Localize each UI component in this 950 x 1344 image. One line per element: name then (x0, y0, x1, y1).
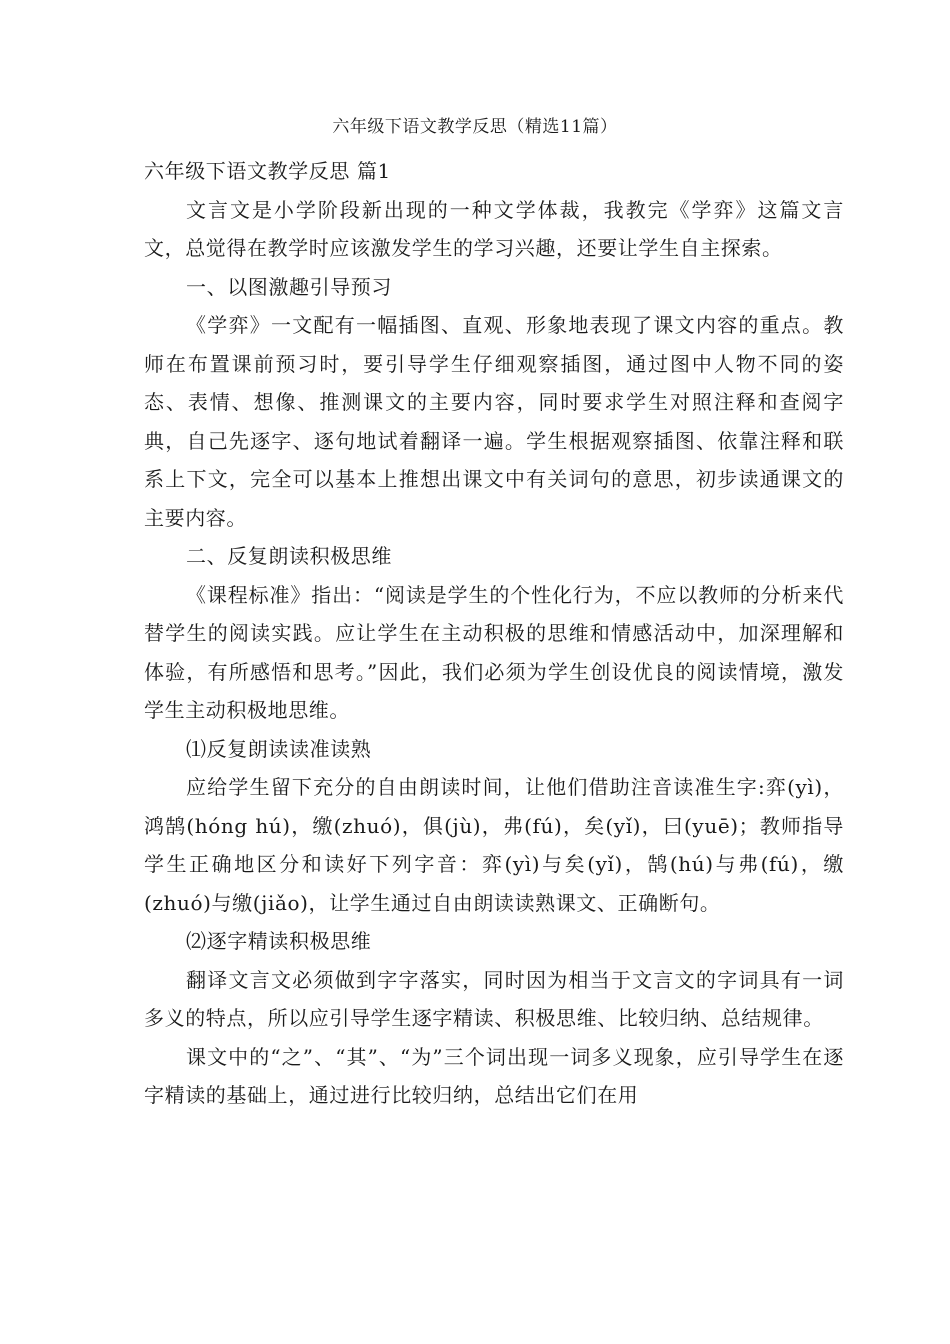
paragraph-curriculum: 《课程标准》指出：“阅读是学生的个性化行为，不应以教师的分析来代替学生的阅读实践。应让学生在主动积极的思维和情感活动中，加深理解和体验，有所感悟和思考。”因此，我们必须为学生创设优良的阅读情境，激发学生主动积极地思维。 (144, 582, 844, 722)
paragraph-pronunciation: 应给学生留下充分的自由朗读时间，让他们借助注音读准生字:弈(yì)，鸿鹄(hóng hú)，缴(zhuó)，俱(jù)，弗(fú)，矣(yǐ)，曰(yuē)；教师指导学生正确地区分和读好下列字音：弈(yì)与矣(yǐ)，鹄(hú)与弗(fú)，缴(zhuó)与缴(jiǎo)，让学生通过自由朗读读熟课文、正确断句。 (144, 775, 844, 915)
paragraph-illustration: 《学弈》一文配有一幅插图、直观、形象地表现了课文内容的重点。教师在布置课前预习时，要引导学生仔细观察插图，通过图中人物不同的姿态、表情、想像、推测课文的主要内容，同时要求学生对照注释和查阅字典，自己先逐字、逐句地试着翻译一遍。学生根据观察插图、依靠注释和联系上下文，完全可以基本上推想出课文中有关词句的意思，初步读通课文的主要内容。 (144, 313, 844, 530)
subheading-2-1: ⑴反复朗读读准读熟 (186, 736, 372, 761)
document-body (144, 152, 844, 1115)
subheading-1: 一、以图激趣引导预习 (186, 274, 392, 299)
paragraph-polysemy: 课文中的“之”、“其”、“为”三个词出现一词多义现象，应引导学生在逐字精读的基础上，通过进行比较归纳，总结出它们在用 (144, 1044, 844, 1107)
paragraph-translation: 翻译文言文必须做到字字落实，同时因为相当于文言文的字词具有一词多义的特点，所以应引导学生逐字精读、积极思维、比较归纳、总结规律。 (144, 967, 844, 1030)
document-title: 六年级下语文教学反思（精选11篇） (332, 117, 618, 137)
section-heading: 六年级下语文教学反思 篇1 (144, 159, 391, 183)
paragraph-intro: 文言文是小学阶段新出现的一种文学体裁，我教完《学弈》这篇文言文，总觉得在教学时应该激发学生的学习兴趣，还要让学生自主探索。 (144, 197, 844, 260)
subheading-2-2: ⑵逐字精读积极思维 (186, 929, 372, 953)
subheading-2: 二、反复朗读积极思维 (186, 544, 392, 568)
